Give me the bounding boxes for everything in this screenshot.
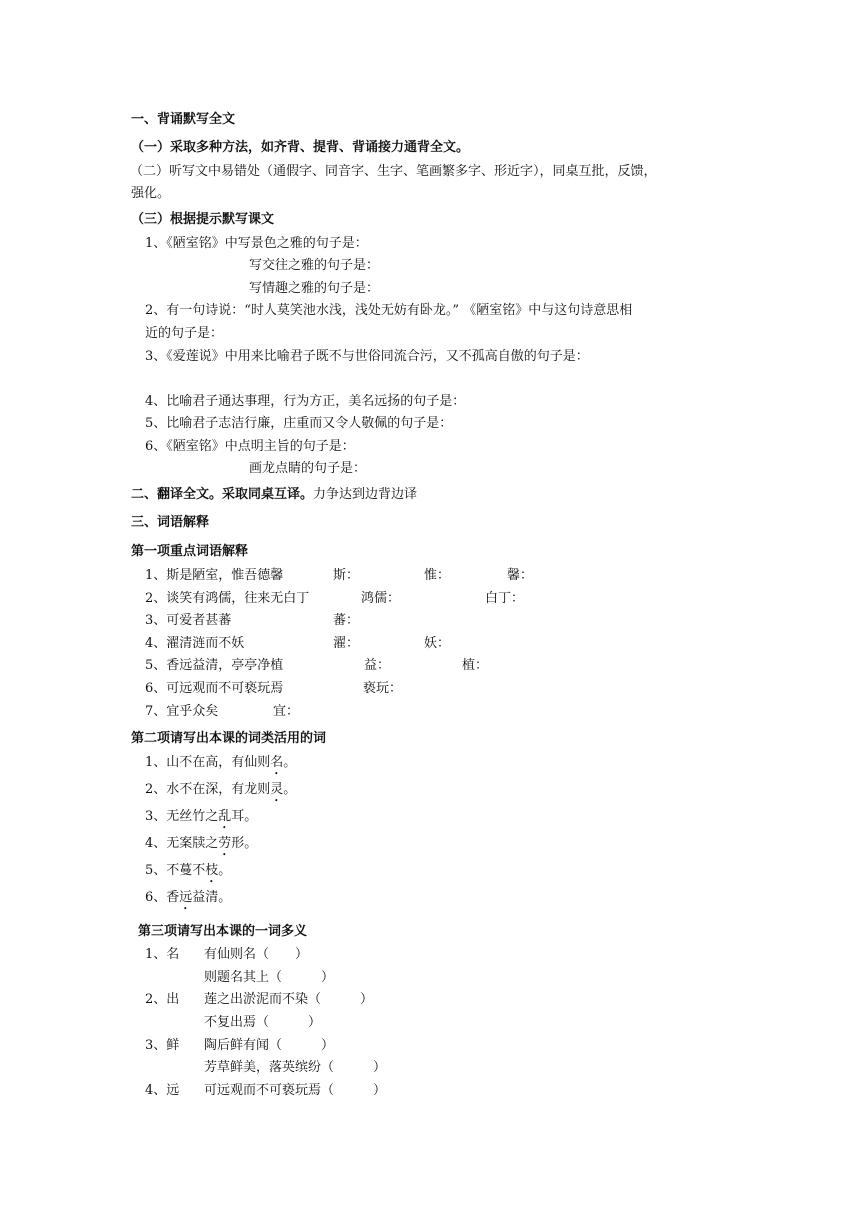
item-text: 益清。 [192,890,232,905]
polysemy-number: 1、名 [145,947,180,962]
item-text: 3、无丝竹之 [145,809,219,824]
item-text: 耳。 [231,809,258,824]
emphasis-word: 劳 [218,836,232,851]
part1-title: 第一项重点词语解释 [131,544,249,559]
polysemy-example: 陶后鲜有闻（ ） [204,1038,335,1053]
vocab-row-text: 2、谈笑有鸿儒，往来无白丁 [145,591,310,606]
vocab-row-text: 6、可远观而不可亵玩焉 [145,681,284,696]
vocab-row-text: 4、濯清涟而不妖 [145,636,245,651]
item-text: 2、水不在深，有龙则 [145,782,271,797]
question-6: 6、《陋室铭》中点明主旨的句子是： [145,439,355,454]
section1-sub3: （三）根据提示默写课文 [131,212,275,227]
question-2-line1: 2、有一句诗说：“时人莫笑池水浅，浅处无妨有卧龙。” 《陋室铭》中与这句诗意思相 [145,303,633,318]
list-item [145,835,257,859]
question-1b: 写交往之雅的句子是： [249,258,380,273]
vocab-row-text: 7、宜乎众矣 [145,704,219,719]
item-text: 。 [283,755,297,770]
sub2-text: （二）听写文中易错处（通假字、同音字、生字、笔画繁多字、形近字），同桌互批，反馈， [130,164,657,179]
vocab-term: 植： [462,658,489,673]
question-3: 3、《爱莲说》中用来比喻君子既不与世俗同流合污，又不孤高自傲的句子是： [145,349,589,364]
polysemy-example: 不复出焉（ ） [204,1015,322,1030]
item-text: 形。 [231,836,258,851]
vocab-term: 蕃： [333,613,360,628]
part3-title: 第三项请写出本课的一词多义 [138,924,308,939]
polysemy-number: 3、鲜 [145,1038,180,1053]
question-1c: 写情趣之雅的句子是： [249,281,380,296]
item-text: 。 [218,863,232,878]
emphasis-word: 远 [179,890,193,905]
emphasis-word: 枝 [205,863,219,878]
question-4: 4、比喻君子通达事理，行为方正，美名远扬的句子是： [145,394,466,409]
polysemy-example: 芳草鲜美，落英缤纷（ ） [204,1060,387,1075]
question-2-line2: 近的句子是： [145,326,224,341]
emphasis-word: 名 [270,755,284,770]
list-item [145,754,296,778]
vocab-term: 惟： [424,568,451,583]
vocab-term: 鸿儒： [361,591,401,606]
vocab-term: 妖： [424,636,451,651]
question-6b: 画龙点睛的句子是： [249,461,367,476]
vocab-term: 宜： [273,704,300,719]
vocab-term: 益： [364,658,391,673]
vocab-row-text: 1、斯是陋室，惟吾德馨 [145,568,284,583]
list-item [145,889,231,913]
emphasis-word: 灵 [270,782,284,797]
section3-title: 三、词语解释 [131,515,210,530]
polysemy-example: 莲之出淤泥而不染（ ） [204,992,374,1007]
question-5: 5、比喻君子志洁行廉，庄重而又令人敬佩的句子是： [145,416,453,431]
list-item [145,808,257,832]
emphasis-word: 乱 [218,809,232,824]
vocab-row-text: 3、可爱者甚蕃 [145,613,232,628]
section2-tail: 力争达到边背边译 [313,487,418,502]
polysemy-number: 4、远 [145,1083,180,1098]
vocab-term: 馨： [507,568,534,583]
polysemy-example: 则题名其上（ ） [204,970,335,985]
item-text: 5、不蔓不 [145,863,206,878]
question-1: 1、《陋室铭》中写景色之雅的句子是： [145,236,368,251]
section1-sub2-line2: 强化。 [131,186,171,201]
item-text: 6、香 [145,890,180,905]
part2-title: 第二项请写出本课的词类活用的词 [131,731,327,746]
polysemy-example: 有仙则名（ ） [204,947,309,962]
list-item [145,862,231,886]
item-text: 1、山不在高，有仙则 [145,755,271,770]
polysemy-example: 可远观而不可亵玩焉（ ） [204,1083,387,1098]
section2-title: 二、翻译全文。采取同桌互译。 [131,487,314,502]
vocab-term: 白丁： [485,591,525,606]
vocab-term: 斯： [333,568,360,583]
item-text: 。 [283,782,297,797]
list-item [145,781,296,805]
section1-title: 一、背诵默写全文 [131,112,236,127]
section2-line [131,486,417,504]
vocab-row-text: 5、香远益清，亭亭净植 [145,658,284,673]
item-text: 4、无案牍之 [145,836,219,851]
section1-sub2-line1 [131,163,657,181]
vocab-term: 亵玩： [363,681,403,696]
vocab-term: 濯： [333,636,360,651]
polysemy-number: 2、出 [145,992,180,1007]
section1-sub1: （一）采取多种方法，如齐背、提背、背诵接力通背全文。 [131,140,470,155]
